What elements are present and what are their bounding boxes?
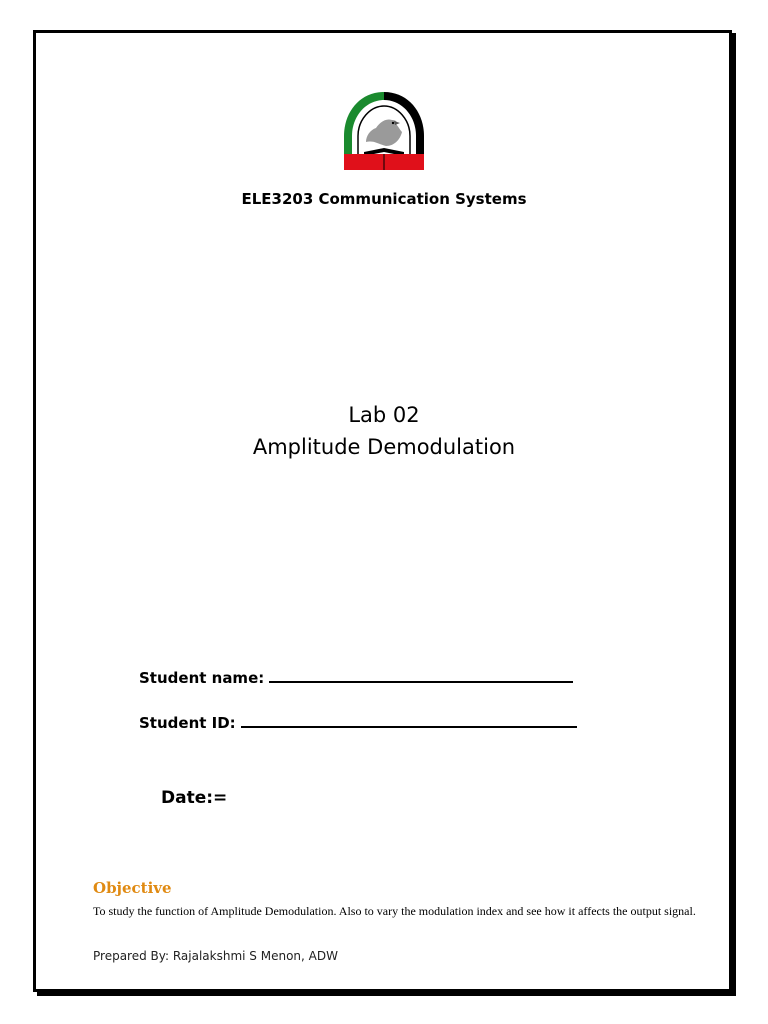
student-name-line[interactable] [269,667,573,683]
date-label: Date:= [161,788,228,808]
student-id-label: Student ID: [139,714,236,732]
student-id-field[interactable] [139,712,577,732]
lab-number: Lab 02 [348,403,420,427]
objective-text: To study the function of Amplitude Demodulation. Also to vary the modulation index and see how it affects the output signal. [93,904,696,918]
university-logo [340,90,428,174]
objective-heading: Objective [93,879,172,897]
lab-name: Amplitude Demodulation [252,435,516,459]
student-name-field[interactable] [139,667,573,687]
student-id-line[interactable] [241,712,577,728]
page-border [33,30,732,992]
prepared-by: Prepared By: Rajalakshmi S Menon, ADW [93,949,338,963]
page-border-shadow-bottom [37,992,736,996]
course-title: ELE3203 Communication Systems [241,190,527,208]
lab-title-block [0,399,768,463]
page-border-shadow-right [732,33,736,996]
student-name-label: Student name: [139,669,265,687]
